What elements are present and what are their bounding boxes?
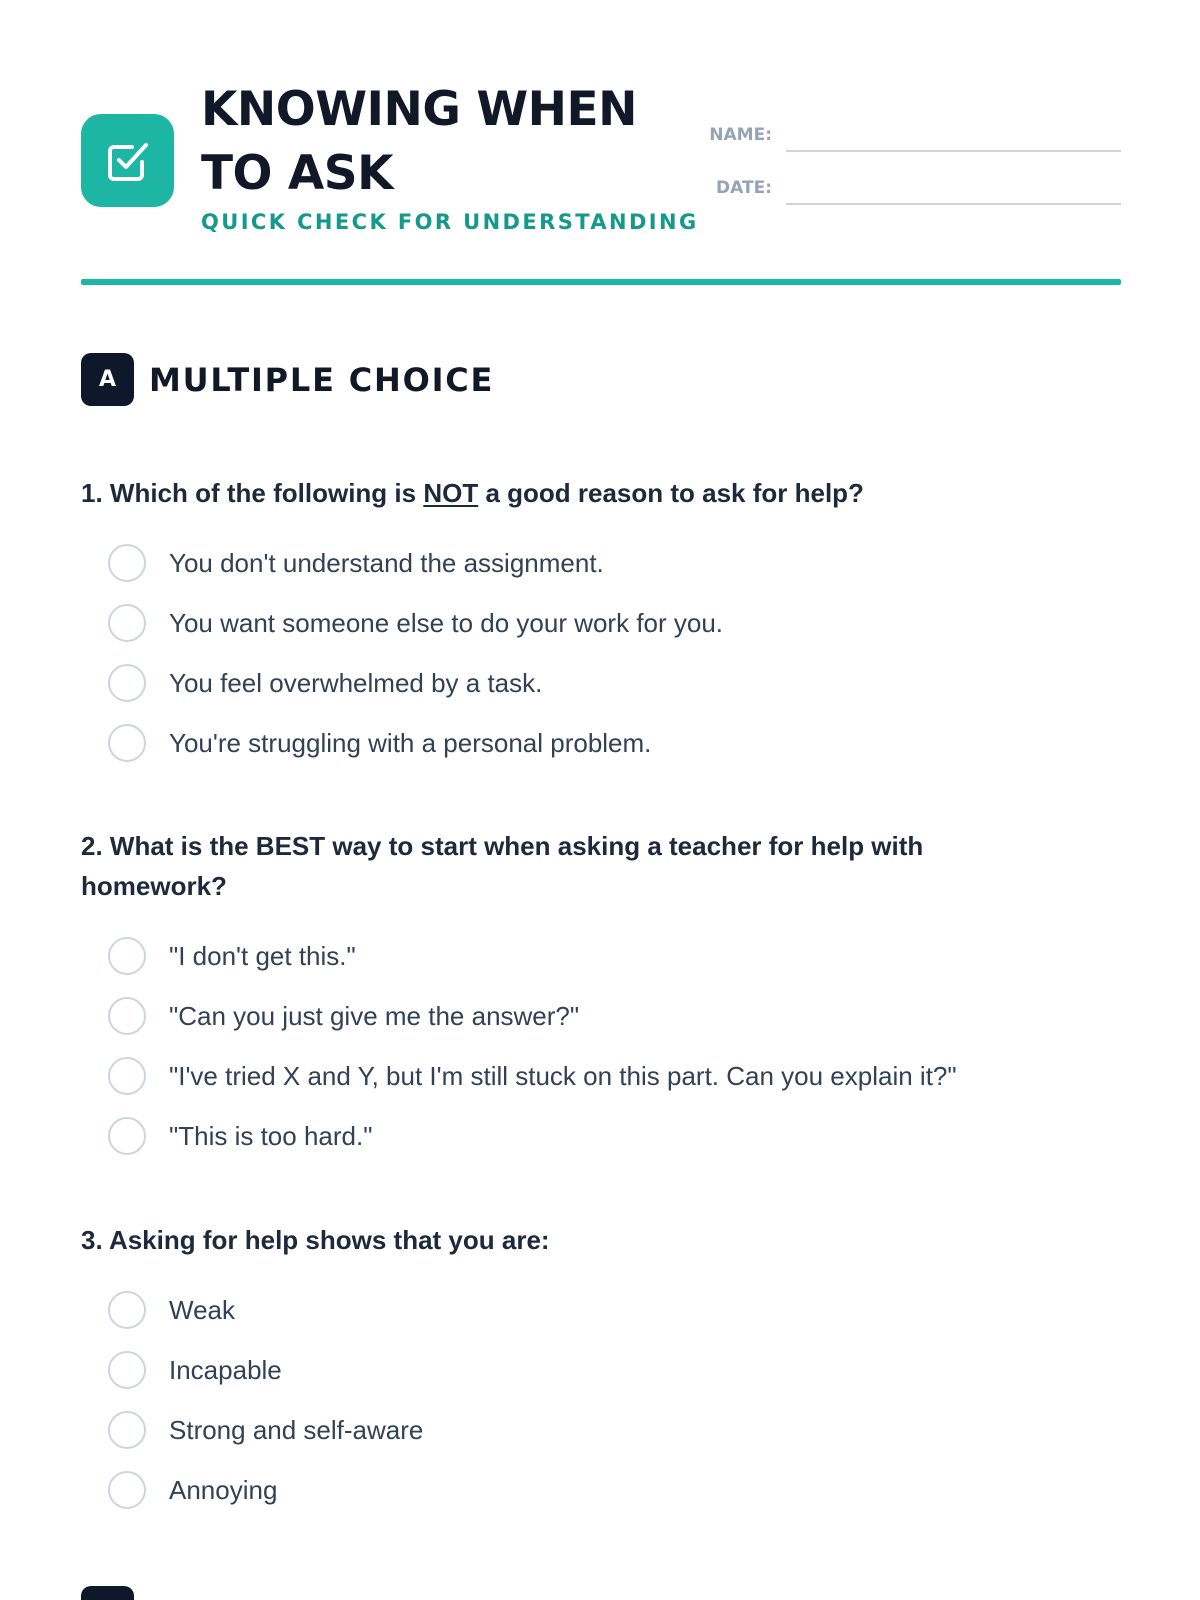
answer-options xyxy=(81,1280,1081,1520)
section-a-header xyxy=(81,353,494,406)
radio-button[interactable] xyxy=(108,1411,146,1449)
radio-button[interactable] xyxy=(108,1291,146,1329)
page-title: KNOWING WHEN TO ASK xyxy=(201,82,637,201)
option-label: Weak xyxy=(169,1294,235,1325)
radio-button[interactable] xyxy=(108,664,146,702)
option-label: "I don't get this." xyxy=(169,940,356,971)
option-label: You don't understand the assignment. xyxy=(169,547,604,578)
title-block xyxy=(201,78,701,234)
answer-options xyxy=(81,533,1081,773)
question-text: 2. What is the BEST way to start when asking a teacher for help with homework? xyxy=(81,831,924,901)
answer-option[interactable] xyxy=(81,593,1081,653)
date-label: DATE: xyxy=(716,178,772,198)
checkbox-icon xyxy=(81,114,174,207)
radio-button[interactable] xyxy=(108,604,146,642)
option-label: "This is too hard." xyxy=(169,1120,373,1151)
section-badge: A xyxy=(81,353,134,406)
question-text-emphasis: NOT xyxy=(423,478,479,508)
answer-option[interactable] xyxy=(81,713,1081,773)
question-1 xyxy=(81,473,1081,773)
radio-button[interactable] xyxy=(108,544,146,582)
answer-options xyxy=(81,926,981,1166)
option-label: "I've tried X and Y, but I'm still stuck on this part. Can you explain it?" xyxy=(169,1060,957,1091)
question-3 xyxy=(81,1220,1081,1520)
answer-option[interactable] xyxy=(81,1106,981,1166)
checkbox-icon-glyph xyxy=(102,135,154,187)
option-label: You want someone else to do your work for you. xyxy=(169,607,724,638)
radio-button[interactable] xyxy=(108,997,146,1035)
radio-button[interactable] xyxy=(108,724,146,762)
date-field[interactable] xyxy=(786,171,1121,205)
option-label: Strong and self-aware xyxy=(169,1414,424,1445)
question-text-prefix: 1. Which of the following is xyxy=(81,478,424,508)
option-label: You feel overwhelmed by a task. xyxy=(169,667,543,698)
worksheet-header xyxy=(81,78,1121,248)
header-divider xyxy=(81,279,1121,285)
page-subtitle: QUICK CHECK FOR UNDERSTANDING xyxy=(201,210,699,234)
option-label: Incapable xyxy=(169,1354,282,1385)
option-label: Annoying xyxy=(169,1474,278,1505)
answer-option[interactable] xyxy=(81,926,981,986)
radio-button[interactable] xyxy=(108,1057,146,1095)
radio-button[interactable] xyxy=(108,1471,146,1509)
date-field-row xyxy=(706,171,1121,205)
name-label: NAME: xyxy=(709,125,772,145)
next-section-badge xyxy=(81,1586,134,1600)
radio-button[interactable] xyxy=(108,1351,146,1389)
option-label: "Can you just give me the answer?" xyxy=(169,1000,580,1031)
radio-button[interactable] xyxy=(108,1117,146,1155)
answer-option[interactable] xyxy=(81,1280,1081,1340)
answer-option[interactable] xyxy=(81,653,1081,713)
answer-option[interactable] xyxy=(81,1460,1081,1520)
question-text: 3. Asking for help shows that you are: xyxy=(81,1225,550,1255)
question-2 xyxy=(81,826,981,1166)
radio-button[interactable] xyxy=(108,937,146,975)
question-text xyxy=(81,473,1081,513)
answer-option[interactable] xyxy=(81,533,1081,593)
answer-option[interactable] xyxy=(81,1046,981,1106)
answer-option[interactable] xyxy=(81,986,981,1046)
question-text-suffix: a good reason to ask for help? xyxy=(478,478,864,508)
section-title: MULTIPLE CHOICE xyxy=(149,360,495,399)
student-fields xyxy=(706,118,1121,224)
option-label: You're struggling with a personal problem. xyxy=(169,727,652,758)
name-field-row xyxy=(706,118,1121,152)
answer-option[interactable] xyxy=(81,1400,1081,1460)
name-field[interactable] xyxy=(786,118,1121,152)
answer-option[interactable] xyxy=(81,1340,1081,1400)
